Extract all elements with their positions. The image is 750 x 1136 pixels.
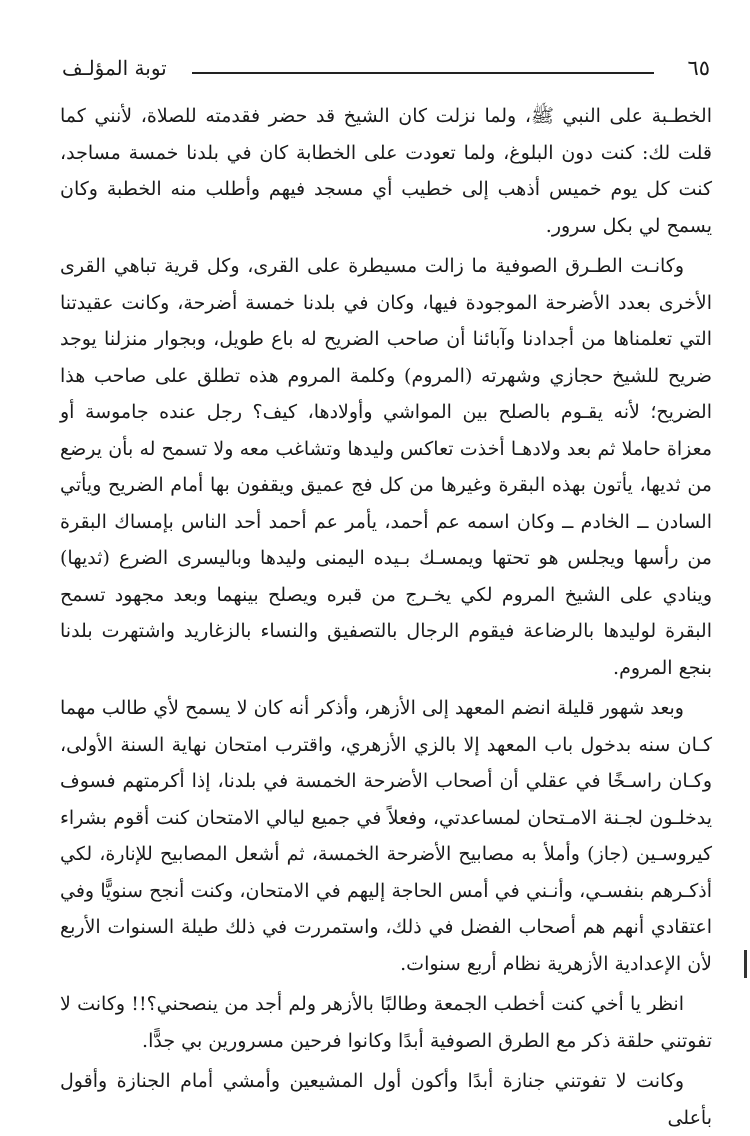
paragraph-5: وكانت لا تفوتني جنازة أبدًا وأكون أول المشيعين وأمشي أمام الجنازة وأقول بأعلى xyxy=(60,1070,712,1129)
paragraph-2: وكانـت الطـرق الصوفية ما زالت مسيطرة على القرى، وكل قرية تباهي القرى الأخرى بعدد الأضرحة الموجودة فيها، وكان في بلدنا خمسة أضرحة، وكانت عقيدتنا التي تعلمناها من أجدادنا وآبائنا أن صاحب الضريح له باع طويل، وبجوار منزلنا يوجد ضريح للشيخ حجازي وشهرته (المروم) وكلمة المروم هذه تطلق على صاحب هذا الضريح؛ لأنه يقـوم بالصلح بين المواشي وأولادها، كيف؟ رجل عنده جاموسة أو معزاة حاملا ثم بعد ولادهـا أخذت تعاكس وليدها وتشاغب معه ولا تسمح له بأن يرضع من ثديها، يأتون بهذه البقرة وغيرها من كل فج عميق ويقفون بها أمام الضريح ويأتي السادن ــ الخادم ــ وكان اسمه عم أحمد، يأمر عم أحمد أحد الناس بإمساك البقرة من رأسها ويجلس هو تحتها ويمسـك بـيده اليمنى وليدها وباليسرى الضرع (ثديها) وينادي على الشيخ المروم لكي يخـرج من قبره ويصلح بينهما وبعد مجهود تسمح البقرة لوليدها بالرضاعة فيقوم الرجال بالتصفيق والنساء بالزغاريد واشتهرت بلدنا بنجع المروم. xyxy=(60,255,712,679)
paragraph-3: وبعد شهور قليلة انضم المعهد إلى الأزهر، وأذكر أنه كان لا يسمح لأي طالب مهما كـان سنه بدخول باب المعهد إلا بالزي الأزهري، واقترب امتحان نهاية السنة الأولى، وكـان راسـخًا في عقلي أن أصحاب الأضرحة الخمسة في بلدنا، إذا أكرمتهم فسوف يدخلـون لجـنة الامـتحان لمساعدتي، وفعلاً في جميع ليالي الامتحان كنت أقوم بشراء كيروسـين (جاز) وأملأ به مصابيح الأضرحة الخمسة، ثم أشعل المصابيح للإنارة، لكي أذكـرهم بنفسـي، وأنـني في أمس الحاجة إليهم في الامتحان، وكنت أنجح سنويًّا وفي اعتقادي أنهم هم أصحاب الفضل في ذلك، واستمررت في ذلك طيلة السنوات الأربع لأن الإعدادية الأزهرية نظام أربع سنوات. xyxy=(60,697,712,975)
paragraph-4: انظر يا أخي كنت أخطب الجمعة وطالبًا بالأزهر ولم أجد من ينصحني؟!! وكانت لا تفوتني حلقة ذكر مع الطرق الصوفية أبدًا وكانوا فرحين مسرورين بي جدًّا. xyxy=(60,993,712,1052)
body-text xyxy=(60,98,712,1136)
page-header xyxy=(62,56,710,86)
page-edge-mark xyxy=(744,950,747,978)
paragraph-1: الخطـبة على النبي ﷺ، ولما نزلت كان الشيخ قد حضر فقدمته للصلاة، لأنني كما قلت لك: كنت دون البلوغ، ولما تعودت على الخطابة كان في بلدنا خمسة مساجد، كنت كل يوم خميس أذهب إلى خطيب أي مسجد فيهم وأطلب منه الخطبة وكان يسمح لي بكل سرور. xyxy=(60,105,712,237)
page-number: ٦٥ xyxy=(687,56,710,80)
running-title: توبة المؤلـف xyxy=(62,56,167,80)
header-rule xyxy=(192,72,654,74)
